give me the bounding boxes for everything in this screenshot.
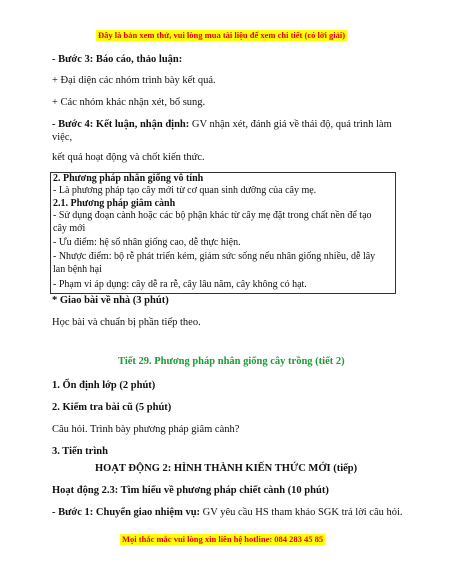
homework-text: Học bài và chuẩn bị phần tiếp theo. (52, 317, 201, 328)
box-title-cutting: 2.1. Phương pháp giâm cành (53, 198, 176, 209)
box-line-scope: - Phạm vi áp dụng: cây dễ ra rễ, cây lâu năm, cây không có hạt. (53, 279, 307, 290)
step4-text: GV nhận xét, đánh giá về thái độ, quá trình làm (189, 119, 392, 130)
step3-item-1: + Đại diện các nhóm trình bày kết quả. (52, 75, 216, 86)
box-line-disadvantage-1: - Nhược điểm: bộ rễ phát triển kém, giảm sức sống nếu nhân giống nhiều, dễ lây (53, 251, 376, 262)
step4-line-3: kết quả hoạt động và chốt kiến thức. (52, 152, 205, 163)
box-title-asexual: 2. Phương pháp nhân giống vô tính (53, 173, 204, 184)
knowledge-box (50, 172, 396, 294)
section-2: 2. Kiểm tra bài cũ (5 phút) (52, 402, 172, 413)
step1-text: GV yêu cầu HS tham khảo SGK trả lời câu hỏi. (200, 507, 403, 518)
question-text: Câu hỏi. Trình bày phương pháp giâm cành? (52, 424, 240, 435)
hotline-banner: Mọi thắc mắc vui lòng xin liên hệ hotline: 084 283 45 85 (122, 534, 324, 544)
step4-continued: việc, (52, 132, 73, 143)
step4-paragraph (52, 118, 392, 132)
homework-title: * Giao bài về nhà (3 phút) (52, 295, 169, 306)
box-line-definition: - Là phương pháp tạo cây mới từ cơ quan sinh dưỡng của cây mẹ. (53, 185, 317, 196)
section-3: 3. Tiến trình (52, 446, 108, 457)
step3-item-2: + Các nhóm khác nhận xét, bổ sung. (52, 97, 206, 108)
activity-heading: HOẠT ĐỘNG 2: HÌNH THÀNH KIẾN THỨC MỚI (tiếp) (95, 463, 358, 474)
box-line-disadvantage-2: lan bệnh hại (53, 264, 102, 275)
box-line-method-2: cây mới (53, 223, 86, 234)
preview-banner: Đây là bản xem thử, vui lòng mua tài liệu để xem chi tiết (có lời giải) (98, 30, 346, 40)
section-1: 1. Ổn định lớp (2 phút) (52, 380, 156, 391)
activity-subheading: Hoạt động 2.3: Tìm hiểu về phương pháp chiết cành (10 phút) (52, 485, 329, 496)
lesson-title: Tiết 29. Phương pháp nhân giống cây trồng (tiết 2) (118, 356, 345, 367)
activity-step1 (52, 506, 403, 520)
box-line-method-1: - Sử dụng đoạn cành hoặc các bộ phận khác từ cây mẹ đặt trong chất nền để tạo (53, 210, 372, 221)
step4-label: - Bước 4: Kết luận, nhận định: (52, 119, 190, 130)
step1-label: - Bước 1: Chuyển giao nhiệm vụ: (52, 507, 201, 518)
step3-heading: - Bước 3: Báo cáo, thảo luận: (52, 54, 183, 65)
box-line-advantage: - Ưu điểm: hệ số nhân giống cao, dễ thực hiện. (53, 237, 241, 248)
